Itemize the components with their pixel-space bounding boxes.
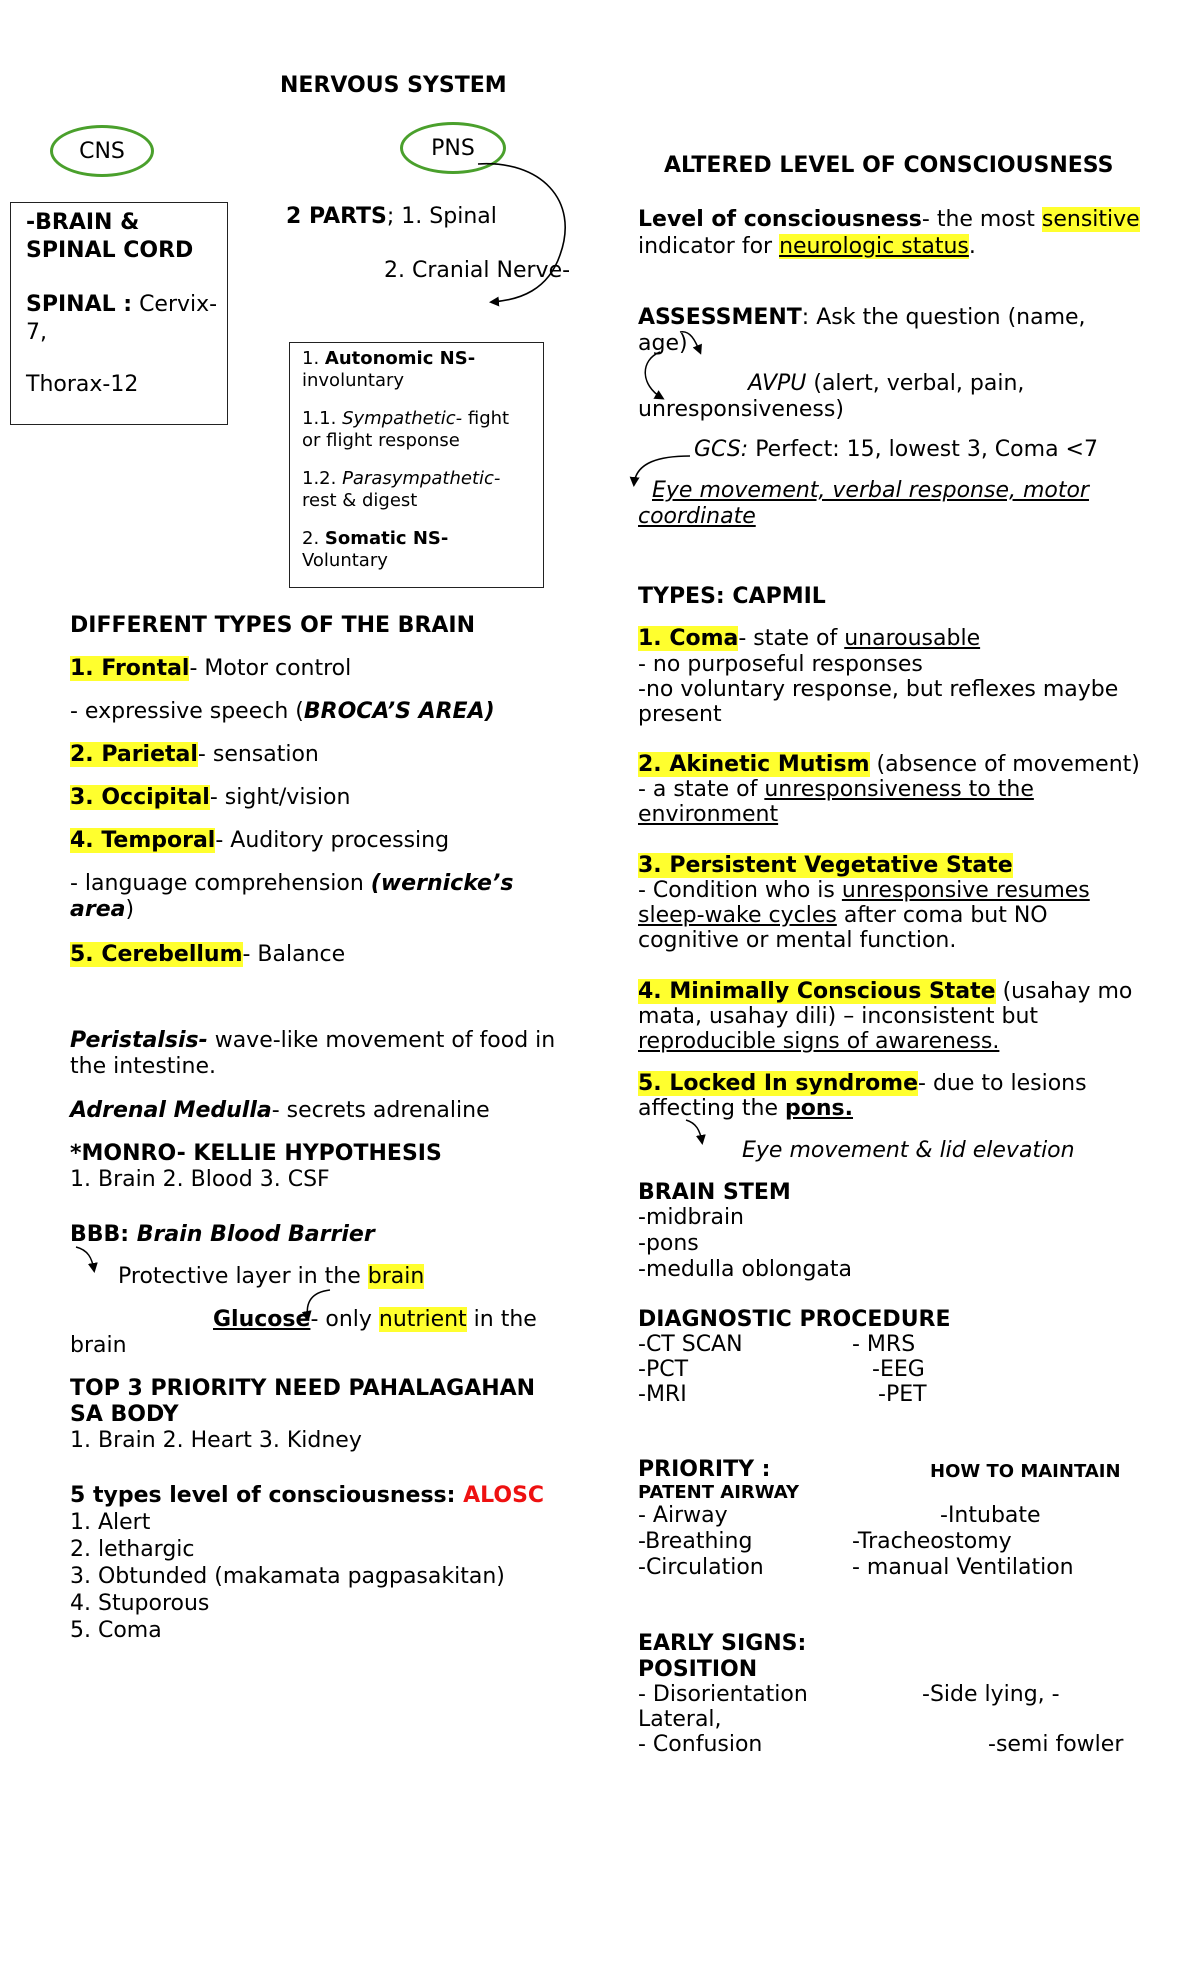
mcs-desc: (usahay mo — [995, 979, 1133, 1004]
gcs-desc: Perfect: 15, lowest 3, Coma <7 — [748, 437, 1098, 462]
somatic-num: 2. — [302, 528, 325, 549]
page-title: NERVOUS SYSTEM — [280, 73, 507, 98]
broca-label: BROCA’S AREA) — [303, 699, 495, 724]
cerebellum-desc: - Balance — [242, 942, 346, 967]
maintain-item: -Intubate — [940, 1503, 1041, 1528]
coma-unarousable: unarousable — [844, 626, 981, 651]
parasympathetic-desc: rest & digest — [302, 490, 418, 511]
protective-brain: brain — [367, 1264, 425, 1289]
position-heading: POSITION — [638, 1657, 758, 1682]
diag-left-item: -CT SCAN — [638, 1332, 743, 1357]
sympathetic-desc2: or flight response — [302, 430, 460, 451]
maintain-item: - manual Ventilation — [852, 1555, 1074, 1580]
pvs-sleep-wake: sleep-wake cycles — [638, 903, 837, 928]
assessment-arrow — [645, 352, 662, 398]
eye-lid-line: Eye movement & lid elevation — [742, 1138, 1075, 1163]
pns-label: PNS — [431, 135, 475, 161]
glucose-label: Glucose — [213, 1307, 311, 1332]
cns-box-line2: SPINAL CORD — [26, 238, 194, 263]
cns-box-line1: -BRAIN & — [26, 210, 140, 235]
alc-heading: ALTERED LEVEL OF CONSCIOUSNESS — [664, 153, 1114, 178]
occipital-desc: - sight/vision — [209, 785, 351, 810]
peristalsis-label: Peristalsis- — [70, 1028, 208, 1053]
loc-item: 2. lethargic — [70, 1537, 195, 1562]
parietal-desc: - sensation — [197, 742, 319, 767]
loc-item: 4. Stuporous — [70, 1591, 210, 1616]
maintain-item: -Tracheostomy — [852, 1529, 1012, 1554]
mcs-line3: reproducible signs of awareness. — [638, 1029, 1000, 1054]
diag-right-item: - MRS — [852, 1332, 916, 1357]
avpu-desc: (alert, verbal, pain, — [806, 371, 1025, 396]
glucose-nutrient: nutrient — [378, 1307, 467, 1332]
coma-line3: -no voluntary response, but reflexes maybe — [638, 677, 1119, 702]
frontal-label: 1. Frontal — [70, 656, 190, 681]
thorax-line: Thorax-12 — [26, 372, 139, 397]
mcs-line2: mata, usahay dili) – inconsistent but — [638, 1004, 1039, 1029]
pns-parts-spinal: ; 1. Spinal — [386, 204, 497, 229]
eye-movement-line2: coordinate — [638, 504, 756, 529]
position-item: Lateral, — [638, 1707, 722, 1732]
loc-item: 1. Alert — [70, 1510, 151, 1535]
position-item: -semi fowler — [988, 1732, 1124, 1757]
pvs-label: 3. Persistent Vegetative State — [638, 853, 1013, 878]
brainstem-heading: BRAIN STEM — [638, 1180, 791, 1205]
diag-right-item: -EEG — [872, 1357, 925, 1382]
types-heading: TYPES: CAPMIL — [638, 584, 826, 609]
language-prefix: - language comprehension — [70, 871, 371, 896]
patent-airway-heading: PATENT AIRWAY — [638, 1482, 800, 1503]
priority-item: -Breathing — [638, 1529, 753, 1554]
bbb-arrow — [76, 1247, 94, 1270]
brainstem-item: -midbrain — [638, 1205, 744, 1230]
glucose-brain: brain — [70, 1333, 127, 1358]
pns-arrow — [478, 164, 565, 302]
adrenal-desc: - secrets adrenaline — [271, 1098, 490, 1123]
age-arrow — [680, 332, 700, 352]
top3-items: 1. Brain 2. Heart 3. Kidney — [70, 1428, 362, 1453]
neurologic-status: neurologic status — [779, 234, 969, 259]
akinetic-l2-prefix: - a state of — [638, 777, 765, 802]
protective-prefix: Protective layer in the — [118, 1264, 368, 1289]
diag-left-item: -PCT — [638, 1357, 689, 1382]
locked-arrow — [686, 1120, 702, 1142]
avpu-line2: unresponsiveness) — [638, 397, 844, 422]
priority-item: -Circulation — [638, 1555, 764, 1580]
pvs-l2-prefix: - Condition who is — [638, 878, 842, 903]
akinetic-label: 2. Akinetic Mutism — [638, 752, 870, 777]
loc-def-prefix: indicator for — [638, 234, 780, 259]
occipital-label: 3. Occipital — [70, 785, 210, 810]
pns-parts-line2: 2. Cranial Nerve- — [384, 258, 571, 283]
diagnostic-heading: DIAGNOSTIC PROCEDURE — [638, 1307, 951, 1332]
coma-desc: - state of — [738, 626, 845, 651]
spinal-label: SPINAL : — [26, 292, 133, 317]
priority-item: - Airway — [638, 1503, 728, 1528]
loc-def-end: . — [968, 234, 976, 259]
autonomic-label: Autonomic NS- — [324, 348, 476, 369]
glucose-mid: - only — [310, 1307, 379, 1332]
monro-heading: *MONRO- KELLIE HYPOTHESIS — [70, 1141, 442, 1166]
gcs-label: GCS: — [694, 437, 749, 462]
locked-desc: - due to lesions — [918, 1071, 1087, 1096]
position-item: -Side lying, - — [922, 1682, 1060, 1707]
peristalsis-line2: the intestine. — [70, 1054, 216, 1079]
assessment-label: ASSESSMENT — [638, 305, 802, 330]
somatic-desc: Voluntary — [302, 550, 388, 571]
cns-label: CNS — [79, 138, 125, 164]
pvs-l2-underline: unresponsive resumes — [841, 878, 1090, 903]
avpu-label: AVPU — [748, 371, 807, 396]
alosc-acronym: ALOSC — [463, 1483, 545, 1508]
early-sign-item: - Confusion — [638, 1732, 763, 1757]
sympathetic-label: Sympathetic- — [342, 408, 463, 429]
loc-def-mid: - the most — [921, 207, 1042, 232]
diag-right-item: -PET — [878, 1382, 927, 1407]
assessment-line2: age) — [638, 331, 688, 356]
wernicke-area: area — [70, 897, 126, 922]
spinal-value2: 7, — [26, 320, 47, 345]
parietal-label: 2. Parietal — [70, 742, 198, 767]
sensitive-highlight: sensitive — [1041, 207, 1140, 232]
temporal-label: 4. Temporal — [70, 828, 216, 853]
parasympathetic-num: 1.2. — [302, 468, 343, 489]
wernicke-label: (wernicke’s — [370, 871, 514, 896]
akinetic-line3: environment — [638, 802, 779, 827]
somatic-label: Somatic NS- — [324, 528, 449, 549]
gcs-arrow — [634, 456, 690, 484]
autonomic-num: 1. — [302, 348, 325, 369]
mcs-label: 4. Minimally Conscious State — [638, 979, 996, 1004]
akinetic-l2-underline: unresponsiveness to the — [764, 777, 1034, 802]
priority-heading: PRIORITY : — [638, 1457, 771, 1482]
sympathetic-num: 1.1. — [302, 408, 343, 429]
pns-parts-label: 2 PARTS — [286, 204, 387, 229]
loc-types-label: 5 types level of consciousness: — [70, 1483, 464, 1508]
early-sign-item: - Disorientation — [638, 1682, 808, 1707]
loc-item: 3. Obtunded (makamata pagpasakitan) — [70, 1564, 505, 1589]
glucose-arrow — [307, 1290, 330, 1318]
top3-heading2: SA BODY — [70, 1402, 179, 1427]
coma-line4: present — [638, 702, 722, 727]
frontal-desc: - Motor control — [189, 656, 352, 681]
brain-types-heading: DIFFERENT TYPES OF THE BRAIN — [70, 613, 476, 638]
how-to-maintain-heading: HOW TO MAINTAIN — [930, 1461, 1121, 1482]
loc-def-label: Level of consciousness — [638, 207, 922, 232]
bbb-label: BBB: — [70, 1222, 137, 1247]
peristalsis-desc: wave-like movement of food in — [207, 1028, 556, 1053]
cerebellum-label: 5. Cerebellum — [70, 942, 243, 967]
adrenal-label: Adrenal Medulla — [70, 1098, 272, 1123]
top3-heading1: TOP 3 PRIORITY NEED PAHALAGAHAN — [70, 1376, 536, 1401]
locked-l2-prefix: affecting the — [638, 1096, 786, 1121]
spinal-value: Cervix- — [132, 292, 218, 317]
glucose-end: in the — [466, 1307, 537, 1332]
sympathetic-desc: fight — [462, 408, 510, 429]
temporal-desc: - Auditory processing — [215, 828, 450, 853]
pvs-l3-rest: after coma but NO — [836, 903, 1048, 928]
loc-item: 5. Coma — [70, 1618, 162, 1643]
bbb-full: Brain Blood Barrier — [136, 1222, 375, 1247]
speech-prefix: - expressive speech ( — [70, 699, 304, 724]
coma-label: 1. Coma — [638, 626, 739, 651]
diag-left-item: -MRI — [638, 1382, 687, 1407]
autonomic-desc: involuntary — [302, 370, 405, 391]
locked-label: 5. Locked In syndrome — [638, 1071, 919, 1096]
brainstem-item: -medulla oblongata — [638, 1257, 853, 1282]
wernicke-close: ) — [125, 897, 135, 922]
pvs-line4: cognitive or mental function. — [638, 928, 957, 953]
monro-items: 1. Brain 2. Blood 3. CSF — [70, 1167, 330, 1192]
assessment-desc: : Ask the question (name, — [801, 305, 1086, 330]
brainstem-item: -pons — [638, 1231, 699, 1256]
akinetic-desc: (absence of movement) — [869, 752, 1140, 777]
eye-movement-line1: Eye movement, verbal response, motor — [652, 478, 1089, 503]
coma-line2: - no purposeful responses — [638, 652, 923, 677]
parasympathetic-label: Parasympathetic- — [342, 468, 501, 489]
early-signs-heading: EARLY SIGNS: — [638, 1631, 807, 1656]
locked-pons: pons. — [785, 1096, 853, 1121]
